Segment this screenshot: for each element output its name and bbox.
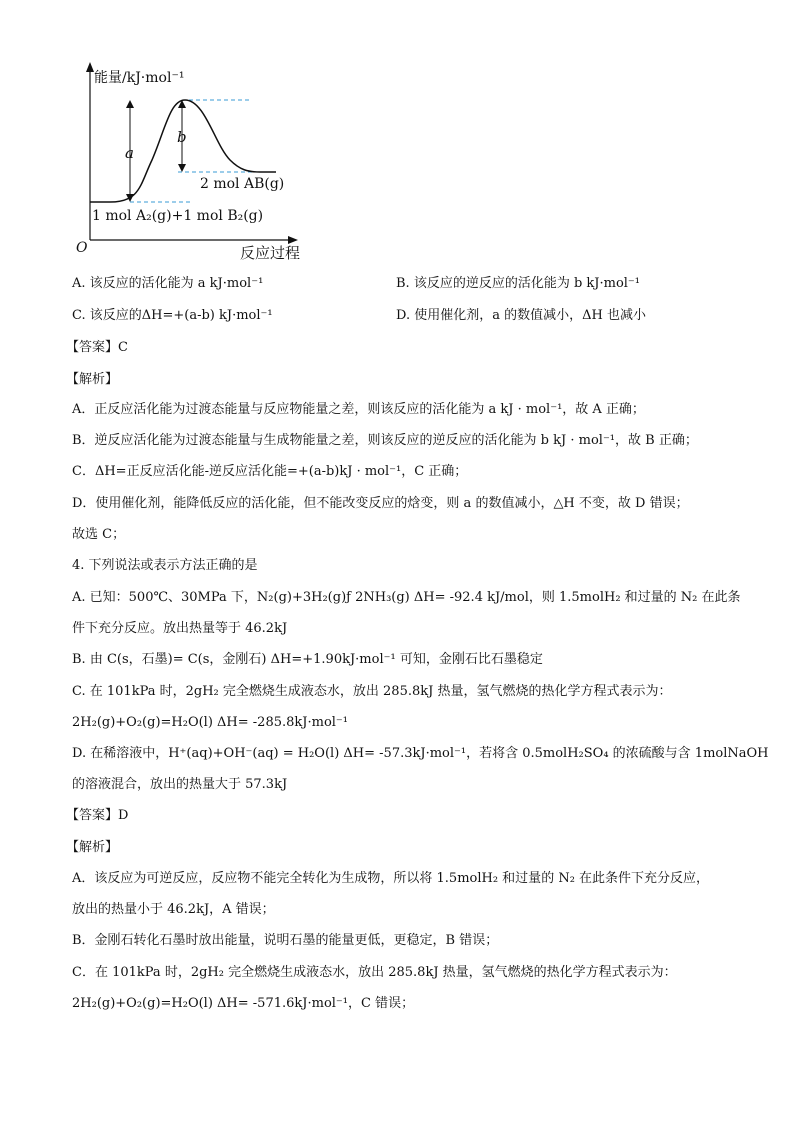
arrow-a-up-head [126, 100, 134, 108]
q4-answer: 【答案】D [66, 808, 129, 823]
q3-explanation-d: D．使用催化剂，能降低反应的活化能，但不能改变反应的焓变，则 a 的数值减小，△H 不变，故 D 错误； [72, 496, 689, 511]
q4-explanation-b: B．金刚石转化石墨时放出能量，说明石墨的能量更低，更稳定，B 错误； [72, 933, 499, 948]
label-a: a [125, 144, 134, 162]
q3-explanation-a: A．正反应活化能为过渡态能量与反应物能量之差，则该反应的活化能为 a kJ · mol⁻¹，故 A 正确； [72, 402, 645, 417]
y-axis-label: 能量/kJ·mol⁻¹ [94, 70, 185, 86]
reactant-label: 1 mol A₂(g)+1 mol B₂(g) [92, 208, 264, 224]
q4-option-d-line1: D. 在稀溶液中，H⁺(aq)+OH⁻(aq) = H₂O(l) ΔH= -57.3kJ·mol⁻¹，若将含 0.5molH₂SO₄ 的浓硫酸与含 1molNaOH [72, 746, 769, 761]
q3-explanation-b: B．逆反应活化能为过渡态能量与生成物能量之差，则该反应的逆反应的活化能为 b kJ · mol⁻¹，故 B 正确； [72, 433, 698, 448]
arrow-a-down-head [126, 194, 134, 202]
q4-analysis-title: 【解析】 [66, 840, 119, 855]
origin-label: O [76, 240, 88, 256]
product-label: 2 mol AB(g) [200, 176, 285, 192]
q4-explanation-c-line1: C．在 101kPa 时，2gH₂ 完全燃烧生成液态水，放出 285.8kJ 热量，氢气燃烧的热化学方程式表示为： [72, 965, 677, 980]
q4-explanation-c-line2: 2H₂(g)+O₂(g)=H₂O(l) ΔH= -571.6kJ·mol⁻¹，C 错误； [72, 996, 415, 1011]
q4-option-c-line1: C. 在 101kPa 时，2gH₂ 完全燃烧生成液态水，放出 285.8kJ 热量，氢气燃烧的热化学方程式表示为： [72, 684, 672, 699]
q4-option-d-line2: 的溶液混合，放出的热量大于 57.3kJ [72, 777, 288, 792]
q3-option-a: A. 该反应的活化能为 a kJ·mol⁻¹ [72, 276, 264, 291]
x-axis-arrow [288, 236, 298, 244]
arrow-b-down-head [178, 164, 186, 172]
x-axis-label: 反应过程 [240, 244, 301, 262]
q3-option-d: D. 使用催化剂，a 的数值减小，ΔH 也减小 [396, 308, 646, 323]
q4-explanation-a-line1: A．该反应为可逆反应，反应物不能完全转化为生成物，所以将 1.5molH₂ 和过量的 N₂ 在此条件下充分反应， [72, 871, 710, 886]
label-b: b [177, 128, 187, 146]
q4-stem: 4. 下列说法或表示方法正确的是 [72, 558, 258, 573]
energy-diagram [70, 60, 320, 265]
q3-answer: 【答案】C [66, 340, 128, 355]
q4-explanation-a-line2: 放出的热量小于 46.2kJ，A 错误； [72, 902, 275, 917]
q4-option-a-line2: 件下充分反应。放出热量等于 46.2kJ [72, 621, 288, 636]
q4-option-c-line2: 2H₂(g)+O₂(g)=H₂O(l) ΔH= -285.8kJ·mol⁻¹ [72, 715, 349, 730]
q3-option-b: B. 该反应的逆反应的活化能为 b kJ·mol⁻¹ [396, 276, 641, 291]
q3-analysis-title: 【解析】 [66, 372, 119, 387]
y-axis-arrow [86, 62, 94, 72]
q3-explanation-c: C．ΔH=正反应活化能-逆反应活化能=+(a-b)kJ · mol⁻¹，C 正确； [72, 464, 468, 479]
q4-option-a-line1: A. 已知：500℃、30MPa 下，N₂(g)+3H₂(g)ƒ 2NH₃(g) ΔH= -92.4 kJ/mol，则 1.5molH₂ 和过量的 N₂ 在此条 [72, 590, 741, 605]
q4-option-b: B. 由 C(s，石墨)= C(s，金刚石) ΔH=+1.90kJ·mol⁻¹ 可知，金刚石比石墨稳定 [72, 652, 543, 667]
q3-conclusion: 故选 C； [72, 527, 126, 542]
q3-option-c: C. 该反应的ΔH=+(a-b) kJ·mol⁻¹ [72, 308, 273, 323]
